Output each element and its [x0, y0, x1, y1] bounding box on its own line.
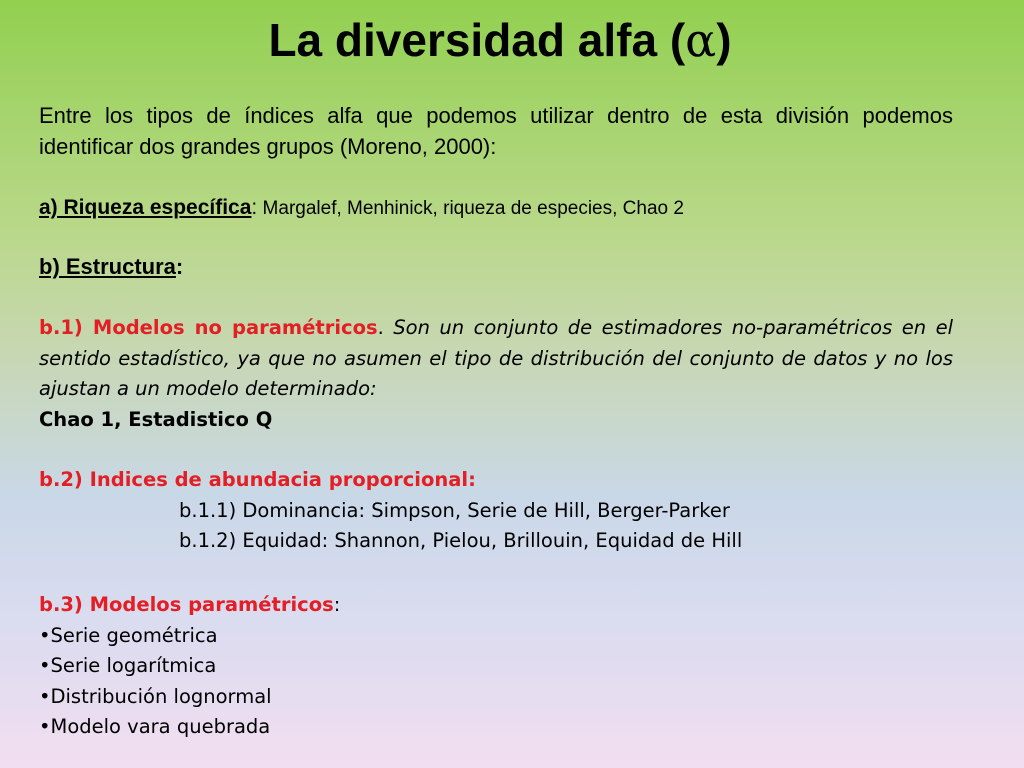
riqueza-text: Margalef, Menhinick, riqueza de especies, Chao 2 [257, 198, 684, 219]
riqueza-label: a) Riqueza específica [39, 196, 252, 219]
b3-heading-line [39, 590, 953, 621]
b1-description: Son un conjunto de estimadores no-paramétricos en el sentido estadístico, ya que no asumen el tipo de distribución del conjunto de datos y no los ajustan a un modelo determinado: [39, 316, 953, 400]
slide-title [0, 12, 1000, 68]
b2-item-dominancia: b.1.1) Dominancia: Simpson, Serie de Hill, Berger-Parker [179, 498, 730, 522]
b3-section [39, 590, 953, 743]
b1-dot: . [377, 316, 394, 339]
estructura-label: b) Estructura [39, 254, 176, 279]
b1-examples: Chao 1, Estadistico Q [39, 407, 273, 431]
intro-paragraph: Entre los tipos de índices alfa que podemos utilizar dentro de esta división podemos identificar dos grandes grupos (Moreno, 2000): [39, 103, 953, 159]
list-item: •Serie geométrica [39, 623, 218, 647]
b2-section [39, 465, 953, 557]
b2-item-equidad: b.1.2) Equidad: Shannon, Pielou, Brillouin, Equidad de Hill [179, 529, 743, 552]
b3-heading: b.3) Modelos paramétricos [39, 593, 334, 616]
riqueza-colon: : [251, 196, 258, 219]
b1-section [39, 313, 953, 435]
b3-colon: : [333, 593, 341, 616]
estructura-colon: : [175, 254, 184, 279]
list-item: •Modelo vara quebrada [39, 715, 271, 738]
title-text: La diversidad alfa ( [268, 14, 686, 66]
title-close: ) [716, 14, 732, 66]
b1-heading: b.1) Modelos no paramétricos [39, 316, 378, 339]
list-item: •Distribución lognormal [39, 684, 272, 708]
riqueza-line [39, 193, 953, 224]
b2-heading: b.2) Indices de abundacia proporcional: [39, 468, 476, 491]
alpha-symbol: α [685, 13, 717, 67]
estructura-heading [39, 252, 953, 282]
list-item: •Serie logarítmica [39, 654, 217, 677]
